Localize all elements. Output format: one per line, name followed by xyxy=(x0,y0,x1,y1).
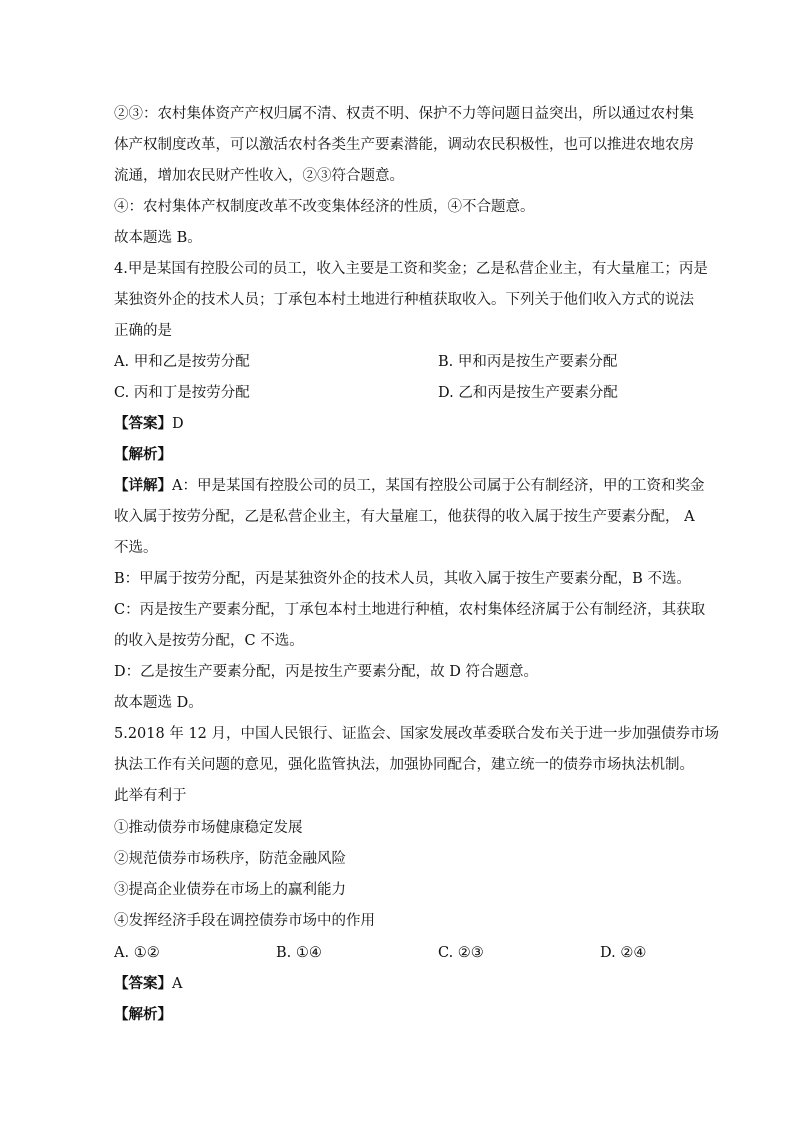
question-4-answer xyxy=(114,414,694,434)
conclusion-text: 故本题选 B。 xyxy=(114,230,202,246)
question-5-option-a: A. ①② xyxy=(114,945,160,961)
detail-text: 不选。 xyxy=(114,540,158,556)
detail-text: 收入属于按劳分配，乙是私营企业主，有大量雇工，他获得的收入属于按生产要素分配， A xyxy=(114,509,695,525)
question-5-answer xyxy=(114,974,694,994)
question-5-statement: ①推动债券市场健康稳定发展 xyxy=(114,820,303,836)
analysis-text: 体产权制度改革，可以激活农村各类生产要素潜能，调动农民积极性，也可以推进农地农房 xyxy=(114,137,694,153)
detail-text: A：甲是某国有控股公司的员工，某国有控股公司属于公有制经济，甲的工资和奖金 xyxy=(172,478,705,494)
question-4-option-a: A. 甲和乙是按劳分配 xyxy=(114,354,250,370)
detail-tag: 【详解】 xyxy=(114,477,172,494)
question-4-option-c: C. 丙和丁是按劳分配 xyxy=(114,385,250,401)
question-5-stem: 此举有利于 xyxy=(114,788,187,804)
answer-tag: 【答案】 xyxy=(114,975,172,992)
question-5-statement: ③提高企业债券在市场上的赢利能力 xyxy=(114,882,346,898)
question-5-analysis-heading xyxy=(114,1005,694,1025)
question-4-stem: 某独资外企的技术人员；丁承包本村土地进行种植获取收入。下列关于他们收入方式的说法 xyxy=(114,292,694,308)
question-4-detail xyxy=(114,476,705,496)
analysis-tag: 【解析】 xyxy=(114,1006,172,1023)
answer-value: D xyxy=(172,416,184,432)
question-5-option-d: D. ②④ xyxy=(600,945,647,961)
question-4-option-d: D. 乙和丙是按生产要素分配 xyxy=(438,385,618,401)
question-5-stem: 执法工作有关问题的意见，强化监管执法，加强协同配合，建立统一的债券市场执法机制。 xyxy=(114,757,694,773)
question-4-analysis-heading xyxy=(114,445,694,465)
question-4-option-b: B. 甲和丙是按生产要素分配 xyxy=(438,354,618,370)
question-4-stem: 4.甲是某国有控股公司的员工，收入主要是工资和奖金；乙是私营企业主，有大量雇工；丙是 xyxy=(114,261,708,277)
analysis-tag: 【解析】 xyxy=(114,446,172,463)
question-4-stem: 正确的是 xyxy=(114,323,172,339)
analysis-text: ②③：农村集体资产产权归属不清、权责不明、保护不力等问题日益突出，所以通过农村集 xyxy=(114,106,694,122)
question-5-option-c: C. ②③ xyxy=(438,945,484,961)
question-5-option-b: B. ①④ xyxy=(276,945,322,961)
detail-text: C：丙是按生产要素分配，丁承包本村土地进行种植，农村集体经济属于公有制经济，其获取 xyxy=(114,602,706,618)
conclusion-text: 故本题选 D。 xyxy=(114,695,203,711)
question-5-statement: ④发挥经济手段在调控债券市场中的作用 xyxy=(114,913,375,929)
detail-text: D：乙是按生产要素分配，丙是按生产要素分配，故 D 符合题意。 xyxy=(114,664,538,680)
question-5-stem: 5.2018 年 12 月，中国人民银行、证监会、国家发展改革委联合发布关于进一步加强债券市场 xyxy=(114,726,720,742)
answer-tag: 【答案】 xyxy=(114,415,172,432)
analysis-text: 流通，增加农民财产性收入，②③符合题意。 xyxy=(114,168,404,184)
detail-text: 的收入是按劳分配，C 不选。 xyxy=(114,633,304,649)
answer-value: A xyxy=(172,976,183,992)
analysis-text: ④：农村集体产权制度改革不改变集体经济的性质，④不合题意。 xyxy=(114,199,535,215)
detail-text: B：甲属于按劳分配，丙是某独资外企的技术人员，其收入属于按生产要素分配，B 不选。 xyxy=(114,571,691,587)
question-5-statement: ②规范债券市场秩序，防范金融风险 xyxy=(114,851,346,867)
